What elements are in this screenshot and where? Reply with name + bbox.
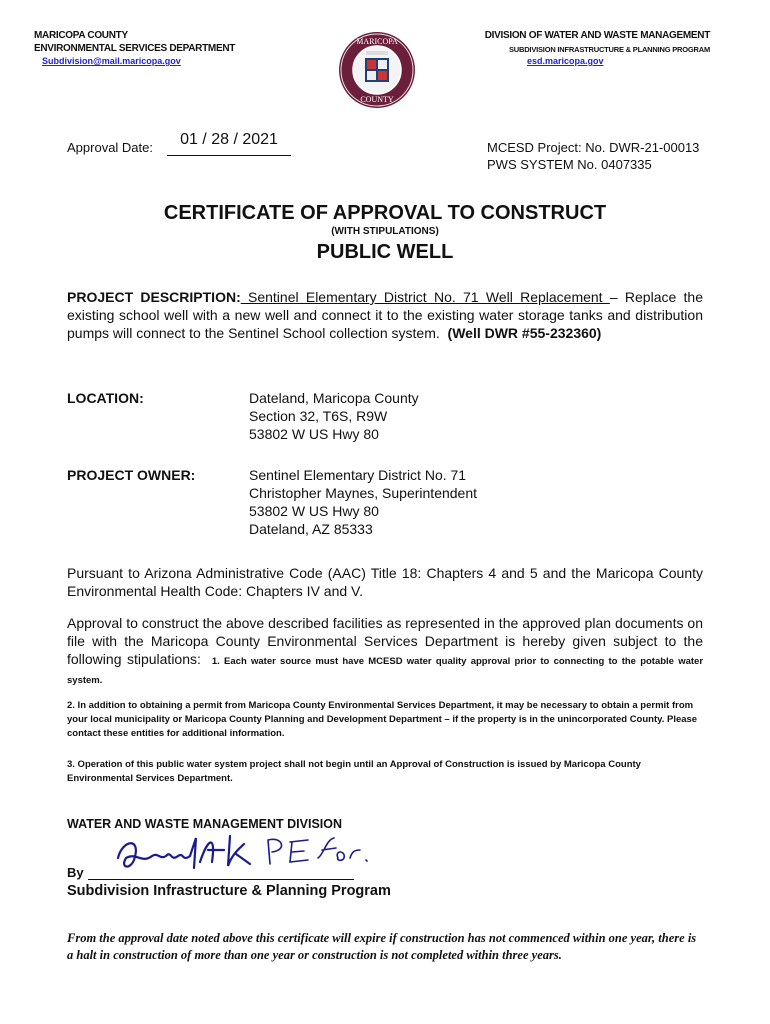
project-owner-lines	[249, 466, 477, 538]
pursuant-paragraph: Pursuant to Arizona Administrative Code (AAC) Title 18: Chapters 4 and 5 and the Maricopa County Environmental Health Code: Chapters IV and V.	[67, 565, 703, 599]
division-name: WATER AND WASTE MANAGEMENT DIVISION	[67, 817, 342, 831]
certificate-subtitle: (WITH STIPULATIONS)	[331, 226, 439, 237]
header-website-link[interactable]: esd.maricopa.gov	[527, 56, 604, 66]
owner-line: 53802 W US Hwy 80	[249, 503, 379, 519]
header-program: SUBDIVISION INFRASTRUCTURE & PLANNING PROGRAM	[508, 45, 710, 54]
location-line: 53802 W US Hwy 80	[249, 426, 379, 442]
stipulation-1: 1. Each water source must have MCESD water quality approval prior to connecting to the potable water system.	[67, 656, 704, 686]
approval-date-label: Approval Date:	[67, 140, 153, 155]
seal-text-bottom: COUNTY	[360, 95, 394, 104]
county-seal	[337, 30, 417, 110]
approval-paragraph	[67, 614, 703, 688]
header-county: MARICOPA COUNTY	[34, 30, 128, 41]
signature-text: Lalan A Hk PE for.	[233, 875, 251, 877]
project-description-label: PROJECT DESCRIPTION:	[67, 289, 241, 305]
owner-line: Christopher Maynes, Superintendent	[249, 485, 478, 501]
approval-text: Approval to construct the above described facilities as represented in the approved plan documents on file with the Maricopa County Environmental Services Department is hereby given subject to the following stipulations:	[67, 615, 703, 667]
owner-line: Dateland, AZ 85333	[249, 521, 373, 537]
pws-system-number: PWS SYSTEM No. 0407335	[487, 157, 652, 172]
header-division: DIVISION OF WATER AND WASTE MANAGEMENT	[484, 30, 710, 41]
program-name: Subdivision Infrastructure & Planning Program	[67, 883, 391, 899]
location-line: Section 32, T6S, R9W	[249, 408, 388, 424]
header-department: ENVIRONMENTAL SERVICES DEPARTMENT	[34, 43, 236, 54]
certificate-title: CERTIFICATE OF APPROVAL TO CONSTRUCT	[163, 202, 607, 224]
location-lines	[249, 389, 419, 443]
expiration-note: From the approval date noted above this certificate will expire if construction has not commenced within one year, there is a halt in construction of more than one year or construction is not completed within three years.	[67, 931, 697, 962]
location-label: LOCATION:	[67, 390, 144, 406]
mcesd-project-number: MCESD Project: No. DWR-21-00013	[487, 140, 700, 155]
well-number: (Well DWR #55-232360)	[447, 325, 602, 341]
project-ref	[487, 139, 699, 173]
approval-date-line	[167, 155, 291, 156]
handwritten-signature	[112, 828, 372, 878]
project-description	[67, 288, 703, 342]
location-line: Dateland, Maricopa County	[249, 390, 419, 406]
stipulation-3: 3. Operation of this public water system project shall not begin until an Approval of Construction is issued by Maricopa County Environmental Services Department.	[67, 759, 641, 784]
project-name: Sentinel Elementary District No. 71 Well Replacement	[240, 289, 610, 305]
seal-text-top: MARICOPA	[356, 37, 398, 46]
header-email-link[interactable]: Subdivision@mail.maricopa.gov	[42, 56, 181, 66]
project-owner-label: PROJECT OWNER:	[67, 467, 196, 483]
project-description-text: – Replace the existing school well with a new well and connect it to the existing water storage tanks and distribution pumps will connect to the Sentinel School collection system.	[67, 289, 703, 341]
by-label: By	[67, 865, 84, 880]
owner-line: Sentinel Elementary District No. 71	[249, 467, 467, 483]
approval-date-value: 01 / 28 / 2021	[180, 131, 278, 148]
signature-line	[88, 879, 354, 880]
stipulation-2: 2. In addition to obtaining a permit from Maricopa County Environmental Services Department, it may be necessary to obtain a permit from your local municipality or Maricopa County Planning and Development Department – if the property is in the unincorporated County. Please contact these entities for additional information.	[67, 700, 698, 739]
certificate-type: PUBLIC WELL	[316, 241, 454, 263]
